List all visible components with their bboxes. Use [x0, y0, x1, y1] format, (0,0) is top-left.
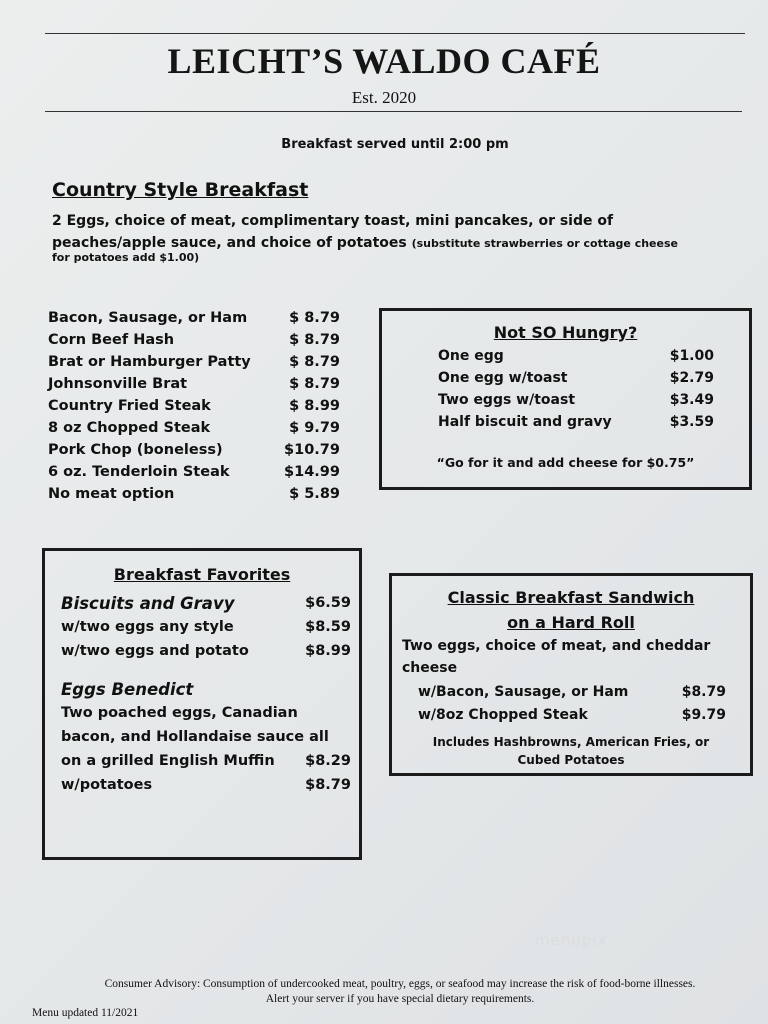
- list-item: [48, 417, 340, 439]
- note-line-1: Includes Hashbrowns, American Fries, or: [432, 735, 710, 749]
- list-item: [48, 439, 340, 461]
- list-item: [418, 703, 726, 726]
- item-name: Eggs Benedict: [61, 679, 194, 699]
- list-item: [438, 389, 714, 411]
- sides-note: [392, 733, 750, 769]
- classic-sandwich-description: [402, 635, 742, 679]
- established-year: Est. 2020: [351, 88, 417, 107]
- list-item: [61, 591, 351, 615]
- item-name: w/8oz Chopped Steak: [418, 706, 588, 723]
- substitute-note-2: for potatoes add $1.00): [52, 251, 200, 264]
- not-so-hungry-box: [379, 308, 752, 490]
- item-price: $ 8.99: [289, 398, 340, 414]
- heading-line-2: on a Hard Roll: [507, 613, 635, 632]
- item-name: w/potatoes: [61, 777, 153, 793]
- list-item: [48, 373, 340, 395]
- heading-line-1: Classic Breakfast Sandwich: [447, 588, 695, 607]
- item-name: w/two eggs any style: [61, 619, 234, 635]
- item-price: $14.99: [284, 464, 340, 480]
- list-item: [61, 615, 351, 639]
- country-style-description: [52, 210, 752, 255]
- favorites-heading: Breakfast Favorites: [113, 565, 291, 584]
- list-item: [61, 639, 351, 663]
- item-price: $8.79: [681, 683, 726, 700]
- consumer-advisory: [0, 977, 768, 1007]
- list-item: [438, 345, 714, 367]
- benedict-line-3: [61, 749, 351, 773]
- item-price: $ 8.79: [289, 332, 340, 348]
- item-name: w/two eggs and potato: [61, 643, 249, 659]
- description-line-1: 2 Eggs, choice of meat, complimentary toast, mini pancakes, or side of: [52, 213, 614, 229]
- description-line-2-main: peaches/apple sauce, and choice of potatoes: [52, 235, 407, 251]
- item-price: $ 9.79: [289, 420, 340, 436]
- list-item: [48, 461, 340, 483]
- classic-sandwich-list: [418, 680, 726, 726]
- description-line-2: cheese: [402, 660, 458, 676]
- favorites-content: [61, 591, 351, 797]
- list-item: [438, 411, 714, 433]
- list-item: [48, 395, 340, 417]
- item-price: $2.79: [669, 370, 714, 386]
- not-so-hungry-heading: Not SO Hungry?: [493, 323, 638, 342]
- breakfast-hours: Breakfast served until 2:00 pm: [281, 137, 509, 152]
- item-price: $8.79: [305, 777, 351, 793]
- item-name: Johnsonville Brat: [48, 376, 188, 392]
- watermark: menupix: [535, 931, 608, 949]
- item-name: Bacon, Sausage, or Ham: [48, 310, 248, 326]
- cafe-title: LEICHT’S WALDO CAFÉ: [167, 41, 601, 81]
- not-so-hungry-list: [438, 345, 714, 433]
- list-item: [418, 680, 726, 703]
- item-name: Biscuits and Gravy: [61, 593, 235, 613]
- benedict-line-1: [61, 701, 351, 725]
- item-name: One egg: [438, 348, 504, 364]
- item-price: $1.00: [669, 348, 714, 364]
- item-name: No meat option: [48, 486, 175, 502]
- item-name: 8 oz Chopped Steak: [48, 420, 211, 436]
- item-price: $ 5.89: [289, 486, 340, 502]
- item-name: 6 oz. Tenderloin Steak: [48, 464, 230, 480]
- item-price: $8.59: [305, 619, 351, 635]
- item-price: $ 8.79: [289, 310, 340, 326]
- item-price: $8.99: [305, 643, 351, 659]
- top-rule: [45, 33, 745, 34]
- menu-updated-date: Menu updated 11/2021: [32, 1007, 139, 1019]
- item-price: $ 8.79: [289, 376, 340, 392]
- item-name: Corn Beef Hash: [48, 332, 175, 348]
- advisory-line-2: Alert your server if you have special dietary requirements.: [265, 993, 535, 1005]
- list-item: [48, 351, 340, 373]
- list-item: [48, 307, 340, 329]
- item-name: Brat or Hamburger Patty: [48, 354, 251, 370]
- item-price: $3.49: [669, 392, 714, 408]
- item-price: $6.59: [305, 595, 351, 611]
- advisory-line-1: Consumer Advisory: Consumption of undercooked meat, poultry, eggs, or seafood may increase the risk of food-borne illnesses.: [104, 978, 696, 990]
- item-name: Two eggs w/toast: [438, 392, 576, 408]
- description-line-1: Two eggs, choice of meat, and cheddar: [402, 638, 711, 654]
- header-rule: [45, 111, 742, 112]
- item-name: Country Fried Steak: [48, 398, 211, 414]
- list-item: [438, 367, 714, 389]
- country-style-heading: Country Style Breakfast: [52, 179, 309, 201]
- item-name: Half biscuit and gravy: [438, 414, 612, 430]
- item-price: $9.79: [681, 706, 726, 723]
- benedict-text: bacon, and Hollandaise sauce all: [61, 729, 329, 745]
- classic-sandwich-box: [389, 573, 753, 776]
- item-price: $8.29: [305, 753, 351, 769]
- benedict-text: Two poached eggs, Canadian: [61, 705, 298, 721]
- meat-price-list: [48, 307, 340, 505]
- list-item: [48, 483, 340, 505]
- breakfast-favorites-box: [42, 548, 362, 860]
- benedict-text: on a grilled English Muffin: [61, 753, 275, 769]
- list-item: [48, 329, 340, 351]
- item-price: $10.79: [284, 442, 340, 458]
- list-item: [61, 677, 351, 701]
- list-item: [61, 773, 351, 797]
- item-name: w/Bacon, Sausage, or Ham: [418, 683, 629, 700]
- item-price: $3.59: [669, 414, 714, 430]
- item-name: One egg w/toast: [438, 370, 568, 386]
- item-price: $ 8.79: [289, 354, 340, 370]
- note-line-2: Cubed Potatoes: [517, 753, 625, 767]
- item-name: Pork Chop (boneless): [48, 442, 223, 458]
- substitute-note: (substitute strawberries or cottage cheese: [411, 237, 678, 250]
- benedict-line-2: [61, 725, 351, 749]
- cheese-note: “Go for it and add cheese for $0.75”: [436, 455, 695, 470]
- classic-sandwich-heading: [392, 585, 750, 635]
